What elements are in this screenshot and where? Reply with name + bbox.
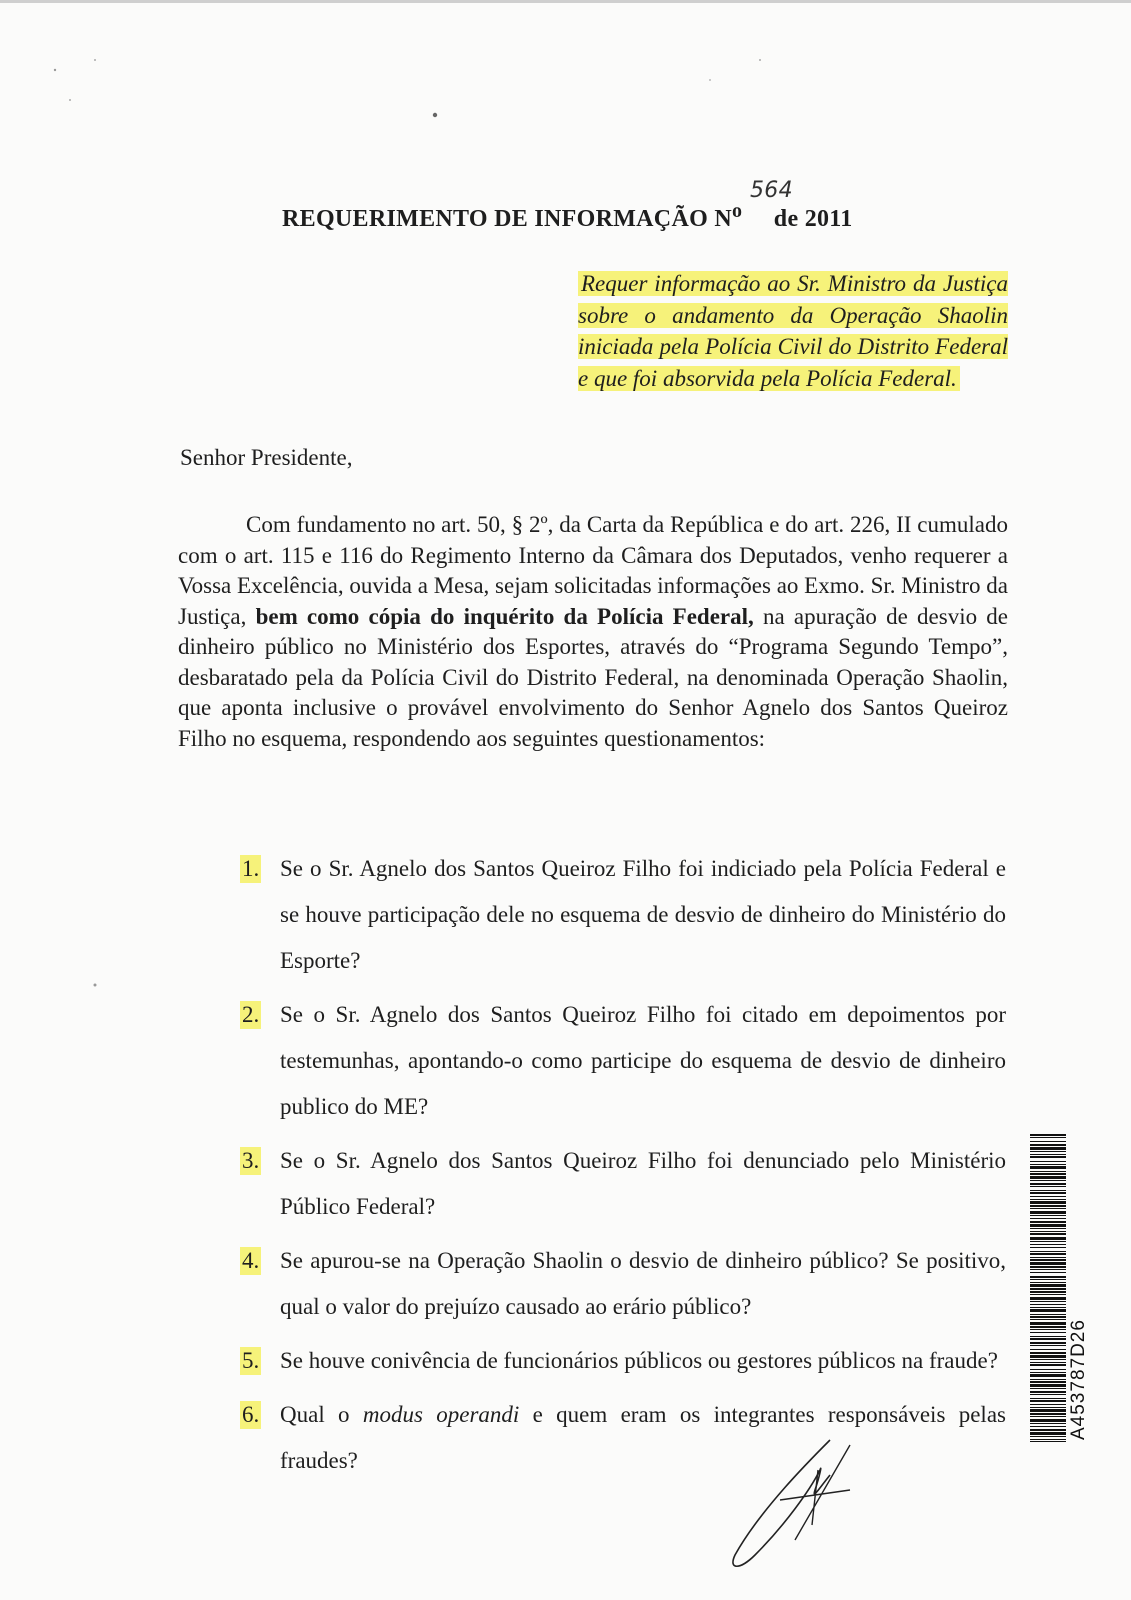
document-title xyxy=(282,178,922,233)
number-suffix: o xyxy=(731,200,743,222)
body-text-1: Com fundamento no art. 50, § 2º, da Carta da República e do art. 226, II cumulado com o art. 115 e 116 do Regimento Interno da Câmara dos Deputados, venho requerer a Vossa Excelência, ouvida a Mesa, sejam solicitadas informações ao Exmo. Sr. Ministro da Justiça, xyxy=(178,512,1008,629)
question-item xyxy=(240,1238,1006,1330)
question-item xyxy=(240,992,1006,1130)
question-item xyxy=(240,1338,1006,1384)
question-text-post: e quem eram os integrantes responsáveis pelas fraudes? xyxy=(280,1402,1006,1473)
question-item xyxy=(240,846,1006,984)
question-text-pre: Qual o xyxy=(280,1402,363,1427)
questions-list xyxy=(240,846,1006,1492)
question-text: Se houve conivência de funcionários públicos ou gestores públicos na fraude? xyxy=(280,1348,998,1373)
question-number: 5. xyxy=(242,1348,260,1373)
question-text: Se o Sr. Agnelo dos Santos Queiroz Filho foi indiciado pela Polícia Federal e se houve participação dele no esquema de desvio de dinheiro do Ministério do Esporte? xyxy=(280,856,1006,973)
question-item xyxy=(240,1138,1006,1230)
body-text-2: na apuração de desvio de dinheiro público no Ministério dos Esportes, através do “Programa Segundo Tempo”, desbaratado pela da Polícia Civil do Distrito Federal, na denominada Operação Shaolin, que aponta inclusive o provável envolvimento do Senhor Agnelo dos Santos Queiroz Filho no esquema, respondendo aos seguintes questionamentos: xyxy=(178,603,1009,751)
question-number: 3. xyxy=(242,1148,260,1173)
question-text: Se o Sr. Agnelo dos Santos Queiroz Filho foi citado em depoimentos por testemunhas, apontando-o como participe do esquema de desvio de dinheiro publico do ME? xyxy=(280,1002,1006,1119)
title-text: REQUERIMENTO DE INFORMAÇÃO N xyxy=(282,206,732,232)
ementa xyxy=(578,268,1008,394)
question-number: 1. xyxy=(242,856,260,881)
ementa-text: Requer informação ao Sr. Ministro da Justiça sobre o andamento da Operação Shaolin iniciada pela Polícia Civil do Distrito Federal e que foi absorvida pela Polícia Federal. xyxy=(578,271,1008,391)
question-number: 6. xyxy=(242,1402,260,1427)
scan-edge xyxy=(0,0,1131,3)
question-number: 2. xyxy=(242,1002,260,1027)
body-paragraph xyxy=(178,510,1008,754)
salutation: Senhor Presidente, xyxy=(180,445,353,470)
title-year: de 2011 xyxy=(773,206,853,232)
handwritten-number: 564 xyxy=(749,178,793,203)
signature xyxy=(700,1430,900,1580)
barcode-text: A453787D26 xyxy=(1068,1319,1089,1440)
question-text: Se o Sr. Agnelo dos Santos Queiroz Filho foi denunciado pelo Ministério Público Federal? xyxy=(280,1148,1006,1219)
question-text-italic: modus operandi xyxy=(362,1402,520,1427)
question-number: 4. xyxy=(242,1248,260,1273)
barcode xyxy=(1030,1134,1066,1442)
body-bold-text: bem como cópia do inquérito da Polícia Federal, xyxy=(255,603,754,629)
question-text: Se apurou-se na Operação Shaolin o desvio de dinheiro público? Se positivo, qual o valor do prejuízo causado ao erário público? xyxy=(280,1248,1006,1319)
